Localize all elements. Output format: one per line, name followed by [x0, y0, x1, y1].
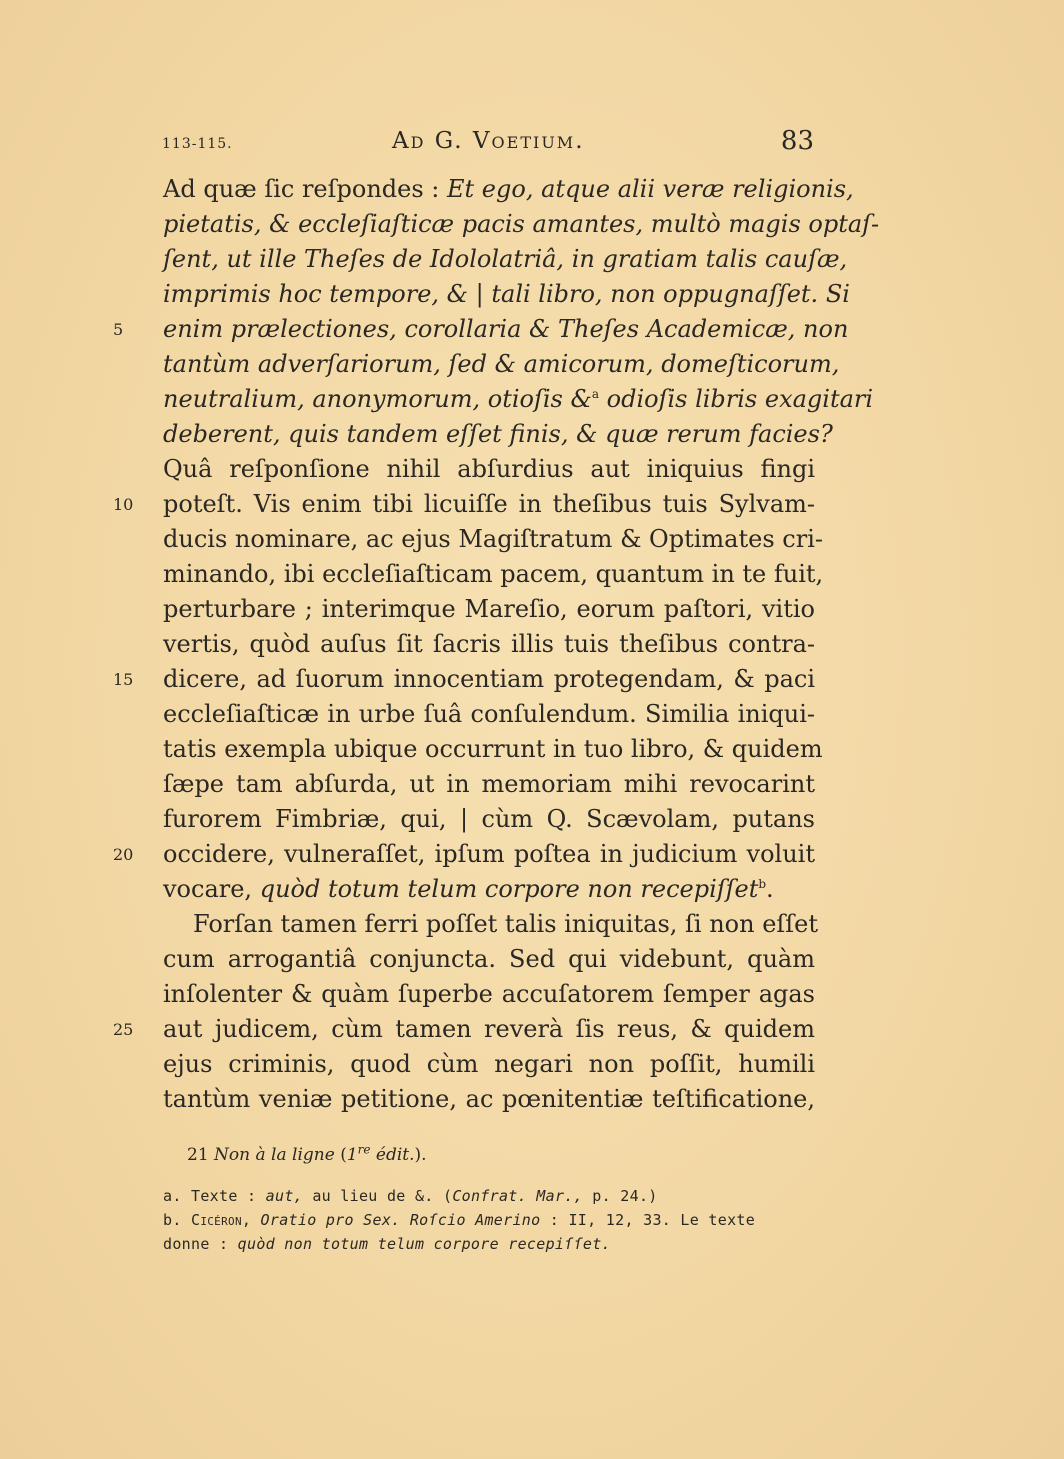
text-segment: perturbare ; interimque Mareſio, eorum paſtori, vitio [163, 595, 815, 623]
note-paren: ( [334, 1145, 347, 1165]
line-number: 25 [113, 1020, 134, 1039]
text-segment: Quâ reſponſione nihil abſurdius aut iniquius fingi [163, 455, 815, 483]
note-line-number: 21 [187, 1145, 209, 1165]
note-paren-close: ). [414, 1145, 427, 1165]
footnote-b-continued [163, 1232, 823, 1256]
running-header [162, 128, 814, 168]
text-line [163, 557, 824, 592]
text-segment: tantùm veniæ petitione, ac pœnitentiæ teſtificatione, [163, 1085, 815, 1113]
text-line [163, 207, 880, 242]
text-segment: quòd totum telum corpore non recepiſſet [259, 875, 759, 903]
text-segment: deberent, quis tandem eſſet finis, & quæ rerum facies? [163, 420, 833, 448]
line-number: 15 [113, 670, 134, 689]
text-line [163, 767, 815, 802]
text-line [113, 837, 815, 872]
footnote-text: donne : [163, 1235, 238, 1253]
footnote-text: p. 24.) [582, 1187, 658, 1205]
text-segment: . [766, 875, 774, 903]
text-segment: neutralium, anonymorum, otioſis & [163, 385, 592, 413]
line-note [187, 1140, 827, 1170]
text-line [163, 907, 819, 942]
text-segment: ducis nominare, ac ejus Magiſtratum & Optimates cri- [163, 525, 823, 553]
text-line [163, 697, 815, 732]
note-edition: 1 [346, 1145, 358, 1165]
footnote-italic: quòd non totum telum corpore recepiſſet. [237, 1235, 611, 1253]
text-line [163, 242, 848, 277]
footnote-ref: b [758, 877, 767, 891]
text-segment: imprimis hoc tempore, & | tali libro, non oppugnaſſet. Si [163, 280, 850, 308]
text-segment: aut judicem, cùm tamen reverà ſis reus, & quidem [163, 1015, 815, 1043]
footnote-italic: Confrat. Mar., [452, 1187, 583, 1205]
page-number: 83 [780, 126, 814, 156]
note-edition-sup: re [357, 1142, 371, 1157]
footnote-text: &. [414, 1187, 434, 1205]
note-edition-text: édit. [370, 1145, 415, 1165]
text-line [113, 487, 815, 522]
footnote-text: Texte : [181, 1187, 266, 1205]
text-line [163, 627, 815, 662]
text-line [163, 452, 815, 487]
text-segment: Forſan tamen ferri poſſet talis iniquitas, ſi non eſſet [193, 910, 819, 938]
line-number: 5 [113, 320, 124, 339]
text-segment: furorem Fimbriæ, qui, | cùm Q. Scævolam, putans [163, 805, 815, 833]
text-segment: inſolenter & quàm ſuperbe accuſatorem ſemper agas [163, 980, 815, 1008]
text-segment: dicere, ad ſuorum innocentiam protegendam, & paci [163, 665, 815, 693]
text-line [163, 417, 833, 452]
text-line [163, 942, 815, 977]
text-line [163, 592, 815, 627]
footnote-text: : II, 12, 33. Le texte [540, 1211, 756, 1229]
text-line [163, 732, 823, 767]
text-segment: minando, ibi eccleſiaſticam pacem, quantum in te fuit, [163, 560, 824, 588]
footnote-text: au lieu de [302, 1187, 415, 1205]
text-line [163, 802, 815, 837]
text-segment: odioſis libris exagitari [599, 385, 874, 413]
text-segment: enim prælectiones, corollaria & Theſes Academicæ, non [163, 315, 849, 343]
text-line [163, 382, 874, 417]
note-21 [187, 1140, 827, 1170]
text-segment: tatis exempla ubique occurrunt in tuo libro, & quidem [163, 735, 823, 763]
text-segment: vertis, quòd auſus ſit ſacris illis tuis theſibus contra- [163, 630, 815, 658]
text-line [163, 172, 854, 207]
text-line [113, 312, 849, 347]
footnotes [163, 1184, 823, 1256]
text-segment: ſæpe tam abſurda, ut in memoriam mihi revocarint [163, 770, 815, 798]
text-line [163, 277, 850, 312]
text-line [113, 662, 815, 697]
text-segment: eccleſiaſticæ in urbe ſuâ conſulendum. Similia iniqui- [163, 700, 815, 728]
footnote-b [163, 1208, 823, 1232]
text-line [163, 347, 840, 382]
text-segment: occidere, vulneraſſet, ipſum poſtea in judicium voluit [163, 840, 815, 868]
note-text: Non à la ligne [214, 1145, 335, 1165]
footnote-italic: aut, [265, 1187, 303, 1205]
text-line [163, 1082, 815, 1117]
footnote-text: ( [433, 1187, 453, 1205]
footnote-marker: a. [163, 1187, 182, 1205]
line-number: 10 [113, 495, 134, 514]
text-segment: Et ego, atque alii veræ religionis, [447, 175, 854, 203]
text-line [163, 522, 823, 557]
text-segment: pietatis, & eccleſiaſticæ pacis amantes, multò magis optaſ- [163, 210, 880, 238]
text-line [163, 1047, 815, 1082]
text-segment: Ad quæ ſic reſpondes : [163, 175, 448, 203]
section-range: 113-115. [162, 136, 233, 152]
text-line [163, 977, 815, 1012]
text-segment: vocare, [163, 875, 260, 903]
text-line [113, 1012, 815, 1047]
footnote-marker: b. [163, 1211, 182, 1229]
main-text [113, 172, 880, 1117]
text-segment: ejus criminis, quod cùm negari non poſſit, humili [163, 1050, 815, 1078]
running-title: Ad G. Voetium. [392, 128, 585, 154]
footnote-ref: a [591, 387, 599, 401]
text-segment: ſent, ut ille Theſes de Idololatriâ, in gratiam talis cauſæ, [163, 245, 848, 273]
line-number: 20 [113, 845, 134, 864]
text-segment: poteſt. Vis enim tibi licuiſſe in theſibus tuis Sylvam- [163, 490, 815, 518]
text-line [163, 872, 815, 907]
footnote-author: Cicéron, [181, 1211, 252, 1229]
text-segment: tantùm adverſariorum, ſed & amicorum, domeſticorum, [163, 350, 840, 378]
footnote-a [163, 1184, 823, 1208]
text-segment: cum arrogantiâ conjuncta. Sed qui videbunt, quàm [163, 945, 815, 973]
footnote-italic: Oratio pro Sex. Roſcio Amerino [251, 1211, 541, 1229]
